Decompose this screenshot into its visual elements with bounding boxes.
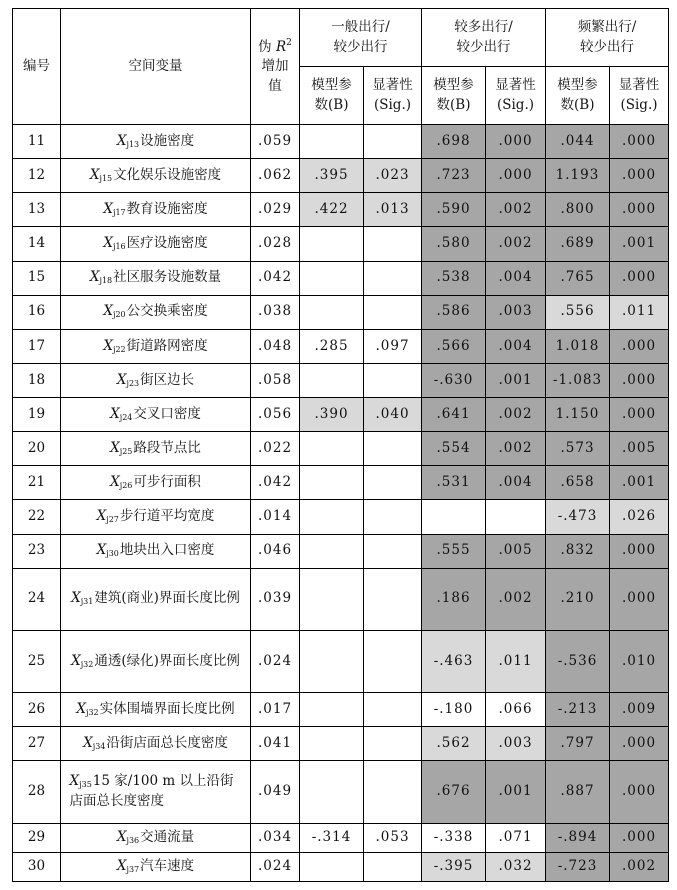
variable-name: Xj32通透(绿化)界面长度比例	[61, 630, 251, 692]
g3-significance: .000	[610, 568, 669, 630]
table-row	[13, 823, 669, 852]
row-id: 19	[13, 398, 61, 432]
g2-significance	[486, 500, 546, 534]
header-group-frequent: 频繁出行/ 较少出行	[546, 9, 669, 67]
row-id: 11	[13, 125, 61, 159]
g1-significance	[364, 761, 422, 823]
table-row	[13, 466, 669, 500]
row-id: 18	[13, 363, 61, 397]
table-row	[13, 159, 669, 193]
g3-significance: .000	[610, 125, 669, 159]
row-id: 27	[13, 727, 61, 761]
g1-significance: .053	[364, 823, 422, 852]
g1-significance	[364, 500, 422, 534]
g2-significance: .003	[486, 727, 546, 761]
g1-coefficient	[300, 261, 364, 295]
header-g1-b: 模型参 数(B)	[300, 67, 364, 125]
g2-coefficient: -.180	[422, 693, 486, 727]
r2-increase: .049	[251, 761, 300, 823]
variable-name: Xj32实体围墙界面长度比例	[61, 693, 251, 727]
g2-coefficient: .723	[422, 159, 486, 193]
g2-coefficient: -.338	[422, 823, 486, 852]
r2-increase: .058	[251, 363, 300, 397]
g2-significance: .004	[486, 329, 546, 363]
table-row	[13, 693, 669, 727]
row-id: 21	[13, 466, 61, 500]
g1-coefficient	[300, 432, 364, 466]
row-id: 12	[13, 159, 61, 193]
g3-coefficient: .044	[546, 125, 610, 159]
g3-coefficient: -1.083	[546, 363, 610, 397]
g3-coefficient: .797	[546, 727, 610, 761]
g1-significance	[364, 363, 422, 397]
g2-significance: .005	[486, 534, 546, 568]
g3-significance: .005	[610, 432, 669, 466]
table-row	[13, 568, 669, 630]
g1-coefficient	[300, 466, 364, 500]
g1-significance: .097	[364, 329, 422, 363]
g2-coefficient: .538	[422, 261, 486, 295]
header-g2-b: 模型参 数(B)	[422, 67, 486, 125]
g3-significance: .000	[610, 761, 669, 823]
header-r2: 伪 $R^2$ 增加 值	[251, 9, 300, 125]
row-id: 16	[13, 295, 61, 329]
g2-significance: .002	[486, 568, 546, 630]
row-id: 20	[13, 432, 61, 466]
g2-coefficient: .641	[422, 398, 486, 432]
g2-coefficient: -.463	[422, 630, 486, 692]
variable-name: Xj22街道路网密度	[61, 329, 251, 363]
r2-increase: .059	[251, 125, 300, 159]
variable-name: Xj36交通流量	[61, 823, 251, 852]
g3-significance: .011	[610, 295, 669, 329]
header-group-general: 一般出行/ 较少出行	[300, 9, 422, 67]
g1-significance	[364, 227, 422, 261]
g2-significance: .000	[486, 159, 546, 193]
g3-significance: .000	[610, 159, 669, 193]
g3-coefficient: -.473	[546, 500, 610, 534]
g2-significance: .066	[486, 693, 546, 727]
row-id: 17	[13, 329, 61, 363]
g2-coefficient: .590	[422, 193, 486, 227]
table-row	[13, 852, 669, 881]
g2-significance: .000	[486, 125, 546, 159]
g3-coefficient: -.894	[546, 823, 610, 852]
g1-coefficient: .422	[300, 193, 364, 227]
row-id: 30	[13, 852, 61, 881]
r2-increase: .062	[251, 159, 300, 193]
g2-coefficient: .676	[422, 761, 486, 823]
g3-significance: .009	[610, 693, 669, 727]
g2-coefficient: .698	[422, 125, 486, 159]
table-row	[13, 398, 669, 432]
g2-significance: .002	[486, 227, 546, 261]
g1-significance	[364, 125, 422, 159]
g1-significance	[364, 295, 422, 329]
g2-coefficient: .531	[422, 466, 486, 500]
g1-coefficient	[300, 363, 364, 397]
g3-coefficient: 1.150	[546, 398, 610, 432]
g3-significance: .000	[610, 398, 669, 432]
r2-increase: .042	[251, 466, 300, 500]
g3-significance: .026	[610, 500, 669, 534]
g1-coefficient	[300, 534, 364, 568]
g3-coefficient: 1.018	[546, 329, 610, 363]
g2-significance: .011	[486, 630, 546, 692]
g1-coefficient: .390	[300, 398, 364, 432]
g1-coefficient	[300, 500, 364, 534]
row-id: 28	[13, 761, 61, 823]
g1-significance	[364, 466, 422, 500]
r2-increase: .014	[251, 500, 300, 534]
g3-coefficient: .210	[546, 568, 610, 630]
g3-significance: .000	[610, 363, 669, 397]
g3-significance: .010	[610, 630, 669, 692]
g3-significance: .000	[610, 261, 669, 295]
g2-coefficient: .562	[422, 727, 486, 761]
g1-coefficient	[300, 125, 364, 159]
r2-increase: .024	[251, 630, 300, 692]
g1-coefficient	[300, 295, 364, 329]
g1-significance: .040	[364, 398, 422, 432]
r2-increase: .042	[251, 261, 300, 295]
variable-name: Xj34沿街店面总长度密度	[61, 727, 251, 761]
g2-coefficient: .586	[422, 295, 486, 329]
row-id: 14	[13, 227, 61, 261]
g2-coefficient: .186	[422, 568, 486, 630]
row-id: 23	[13, 534, 61, 568]
header-group-more: 较多出行/ 较少出行	[422, 9, 546, 67]
r2-increase: .034	[251, 823, 300, 852]
g1-significance	[364, 630, 422, 692]
g3-coefficient: .556	[546, 295, 610, 329]
table-row	[13, 193, 669, 227]
variable-name: Xj18社区服务设施数量	[61, 261, 251, 295]
table-row	[13, 125, 669, 159]
g1-coefficient	[300, 568, 364, 630]
variable-name: Xj13设施密度	[61, 125, 251, 159]
r2-increase: .024	[251, 852, 300, 881]
table-row	[13, 329, 669, 363]
table-row	[13, 761, 669, 823]
g2-significance: .002	[486, 398, 546, 432]
g3-significance: .001	[610, 466, 669, 500]
variable-name: Xj20公交换乘密度	[61, 295, 251, 329]
g2-significance: .002	[486, 432, 546, 466]
table-row	[13, 432, 669, 466]
variable-name: Xj24交叉口密度	[61, 398, 251, 432]
table-row	[13, 261, 669, 295]
row-id: 24	[13, 568, 61, 630]
g1-significance	[364, 727, 422, 761]
g1-significance	[364, 261, 422, 295]
variable-name: Xj37汽车速度	[61, 852, 251, 881]
g1-coefficient	[300, 693, 364, 727]
g2-coefficient: -.630	[422, 363, 486, 397]
row-id: 26	[13, 693, 61, 727]
table-row	[13, 534, 669, 568]
g1-significance: .013	[364, 193, 422, 227]
g3-coefficient: .573	[546, 432, 610, 466]
r2-increase: .039	[251, 568, 300, 630]
r2-increase: .046	[251, 534, 300, 568]
g1-significance	[364, 693, 422, 727]
g3-significance: .000	[610, 534, 669, 568]
table-row	[13, 295, 669, 329]
g2-significance: .071	[486, 823, 546, 852]
g3-significance: .000	[610, 193, 669, 227]
header-g2-sig: 显著性 (Sig.)	[486, 67, 546, 125]
variable-name: Xj16医疗设施密度	[61, 227, 251, 261]
g3-significance: .000	[610, 823, 669, 852]
g2-significance: .032	[486, 852, 546, 881]
header-g1-sig: 显著性 (Sig.)	[364, 67, 422, 125]
g2-significance: .003	[486, 295, 546, 329]
g3-coefficient: .800	[546, 193, 610, 227]
variable-name: Xj25路段节点比	[61, 432, 251, 466]
g1-coefficient	[300, 227, 364, 261]
g2-significance: .004	[486, 261, 546, 295]
g1-significance	[364, 852, 422, 881]
g2-significance: .004	[486, 466, 546, 500]
g1-coefficient: .285	[300, 329, 364, 363]
variable-name: Xj17教育设施密度	[61, 193, 251, 227]
table-row	[13, 727, 669, 761]
g2-coefficient	[422, 500, 486, 534]
row-id: 29	[13, 823, 61, 852]
r2-increase: .017	[251, 693, 300, 727]
row-id: 25	[13, 630, 61, 692]
g3-coefficient: .832	[546, 534, 610, 568]
g2-coefficient: .580	[422, 227, 486, 261]
r2-increase: .048	[251, 329, 300, 363]
g3-significance: .001	[610, 227, 669, 261]
header-g3-b: 模型参 数(B)	[546, 67, 610, 125]
g3-coefficient: .887	[546, 761, 610, 823]
variable-name: Xj30地块出入口密度	[61, 534, 251, 568]
g1-coefficient	[300, 852, 364, 881]
table-row	[13, 363, 669, 397]
r2-increase: .038	[251, 295, 300, 329]
g1-significance	[364, 432, 422, 466]
g2-significance: .001	[486, 761, 546, 823]
g1-significance: .023	[364, 159, 422, 193]
table-body	[13, 125, 669, 882]
variable-name: Xj27步行道平均宽度	[61, 500, 251, 534]
table-row	[13, 630, 669, 692]
variable-name: Xj23街区边长	[61, 363, 251, 397]
table-row	[13, 227, 669, 261]
g3-coefficient: .765	[546, 261, 610, 295]
g2-significance: .001	[486, 363, 546, 397]
g3-coefficient: -.536	[546, 630, 610, 692]
g1-significance	[364, 568, 422, 630]
header-variable: 空间变量	[61, 9, 251, 125]
regression-table	[12, 8, 669, 882]
variable-name: Xj3515 家/100 m 以上沿街店面总长度密度	[61, 761, 251, 823]
r2-increase: .028	[251, 227, 300, 261]
g1-coefficient	[300, 630, 364, 692]
variable-name: Xj31建筑(商业)界面长度比例	[61, 568, 251, 630]
row-id: 22	[13, 500, 61, 534]
g3-coefficient: -.213	[546, 693, 610, 727]
g3-coefficient: .658	[546, 466, 610, 500]
r2-increase: .022	[251, 432, 300, 466]
g2-coefficient: .555	[422, 534, 486, 568]
g1-significance	[364, 534, 422, 568]
g3-coefficient: 1.193	[546, 159, 610, 193]
g3-significance: .002	[610, 852, 669, 881]
table-row	[13, 500, 669, 534]
header-g3-sig: 显著性 (Sig.)	[610, 67, 669, 125]
g1-coefficient	[300, 761, 364, 823]
variable-name: Xj15文化娱乐设施密度	[61, 159, 251, 193]
g3-coefficient: .689	[546, 227, 610, 261]
row-id: 13	[13, 193, 61, 227]
header-id: 编号	[13, 9, 61, 125]
r2-increase: .041	[251, 727, 300, 761]
g2-coefficient: .554	[422, 432, 486, 466]
variable-name: Xj26可步行面积	[61, 466, 251, 500]
r2-increase: .029	[251, 193, 300, 227]
g3-coefficient: -.723	[546, 852, 610, 881]
g2-coefficient: -.395	[422, 852, 486, 881]
r2-increase: .056	[251, 398, 300, 432]
g2-coefficient: .566	[422, 329, 486, 363]
g3-significance: .000	[610, 329, 669, 363]
g2-significance: .002	[486, 193, 546, 227]
g1-coefficient	[300, 727, 364, 761]
row-id: 15	[13, 261, 61, 295]
g3-significance: .000	[610, 727, 669, 761]
g1-coefficient: .395	[300, 159, 364, 193]
g1-coefficient: -.314	[300, 823, 364, 852]
